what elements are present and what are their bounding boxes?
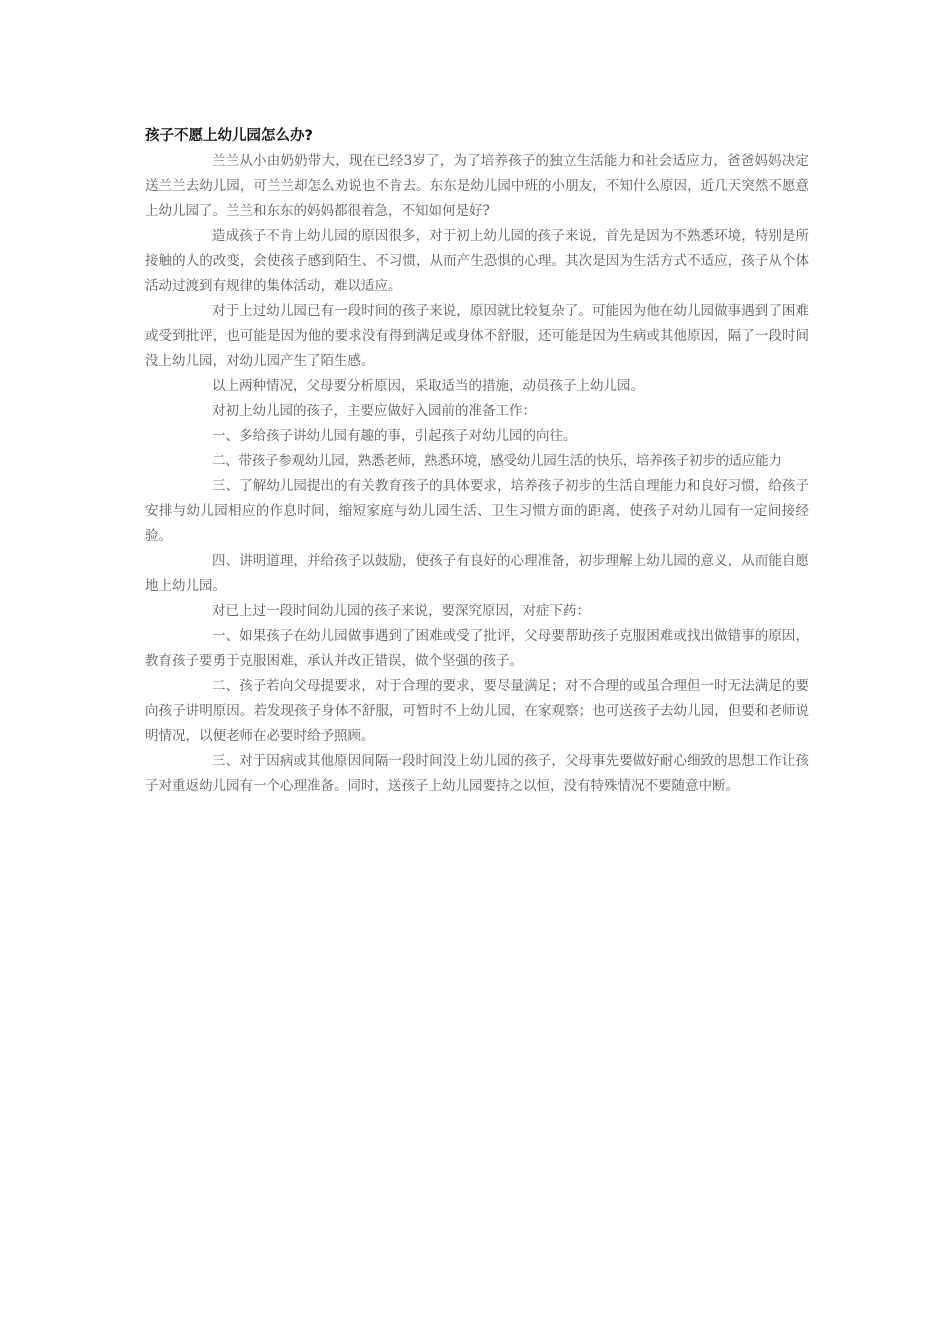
- list-item-new-1: 一、多给孩子讲幼儿园有趣的事，引起孩子对幼儿园的向往。: [212, 428, 577, 444]
- paragraph-reasons-new: 造成孩子不肯上幼儿园的原因很多，对于初上幼儿园的孩子来说，首先是因为不熟悉环境，特别是所接触的人的改变，会使孩子感到陌生、不习惯，从而产生恐惧的心理。其次是因为生活方式不适应，孩子从个体活动过渡到有规律的集体活动，难以适应。: [145, 228, 809, 294]
- list-item-new-2: 二、带孩子参观幼儿园，熟悉老师，熟悉环境，感受幼儿园生活的快乐，培养孩子初步的适应能力: [212, 453, 782, 469]
- article: [145, 124, 809, 799]
- list-item-new-3: 三、了解幼儿园提出的有关教育孩子的具体要求，培养孩子初步的生活自理能力和良好习惯，给孩子安排与幼儿园相应的作息时间，缩短家庭与幼儿园生活、卫生习惯方面的距离，使孩子对幼儿园有一定间接经验。: [145, 478, 809, 544]
- list-item-experienced-1: 一、如果孩子在幼儿园做事遇到了困难或受了批评，父母要帮助孩子克服困难或找出做错事的原因，教育孩子要勇于克服困难，承认并改正错误，做个坚强的孩子。: [145, 628, 809, 669]
- paragraph-new-prep-heading: 对初上幼儿园的孩子，主要应做好入园前的准备工作：: [212, 403, 536, 419]
- list-item-experienced-3: 三、对于因病或其他原因间隔一段时间没上幼儿园的孩子，父母事先要做好耐心细致的思想工作让孩子对重返幼儿园有一个心理准备。同时，送孩子上幼儿园要持之以恒，没有特殊情况不要随意中断。: [145, 753, 809, 794]
- list-item-experienced-2: 二、孩子若向父母提要求，对于合理的要求，要尽量满足；对不合理的或虽合理但一时无法满足的要向孩子讲明原因。若发现孩子身体不舒服，可暂时不上幼儿园，在家观察；也可送孩子去幼儿园，但要和老师说明情况，以便老师在必要时给予照顾。: [145, 678, 809, 744]
- list-item-new-4: 四、讲明道理，并给孩子以鼓励，使孩子有良好的心理准备，初步理解上幼儿园的意义，从而能自愿地上幼儿园。: [145, 553, 809, 594]
- article-title: 孩子不愿上幼儿园怎么办?: [145, 128, 313, 144]
- paragraph-reasons-experienced: 对于上过幼儿园已有一段时间的孩子来说，原因就比较复杂了。可能因为他在幼儿园做事遇到了困难或受到批评，也可能是因为他的要求没有得到满足或身体不舒服，还可能是因为生病或其他原因，隔了一段时间没上幼儿园，对幼儿园产生了陌生感。: [145, 303, 809, 369]
- paragraph-experienced-heading: 对已上过一段时间幼儿园的孩子来说，要深究原因，对症下药：: [212, 603, 590, 619]
- paragraph-summary: 以上两种情况，父母要分析原因，采取适当的措施，动员孩子上幼儿园。: [212, 378, 644, 394]
- paragraph-intro: 兰兰从小由奶奶带大，现在已经3岁了，为了培养孩子的独立生活能力和社会适应力，爸爸妈妈决定送兰兰去幼儿园，可兰兰却怎么劝说也不肯去。东东是幼儿园中班的小朋友，不知什么原因，近几天突然不愿意上幼儿园了。兰兰和东东的妈妈都很着急，不知如何是好?: [145, 153, 809, 219]
